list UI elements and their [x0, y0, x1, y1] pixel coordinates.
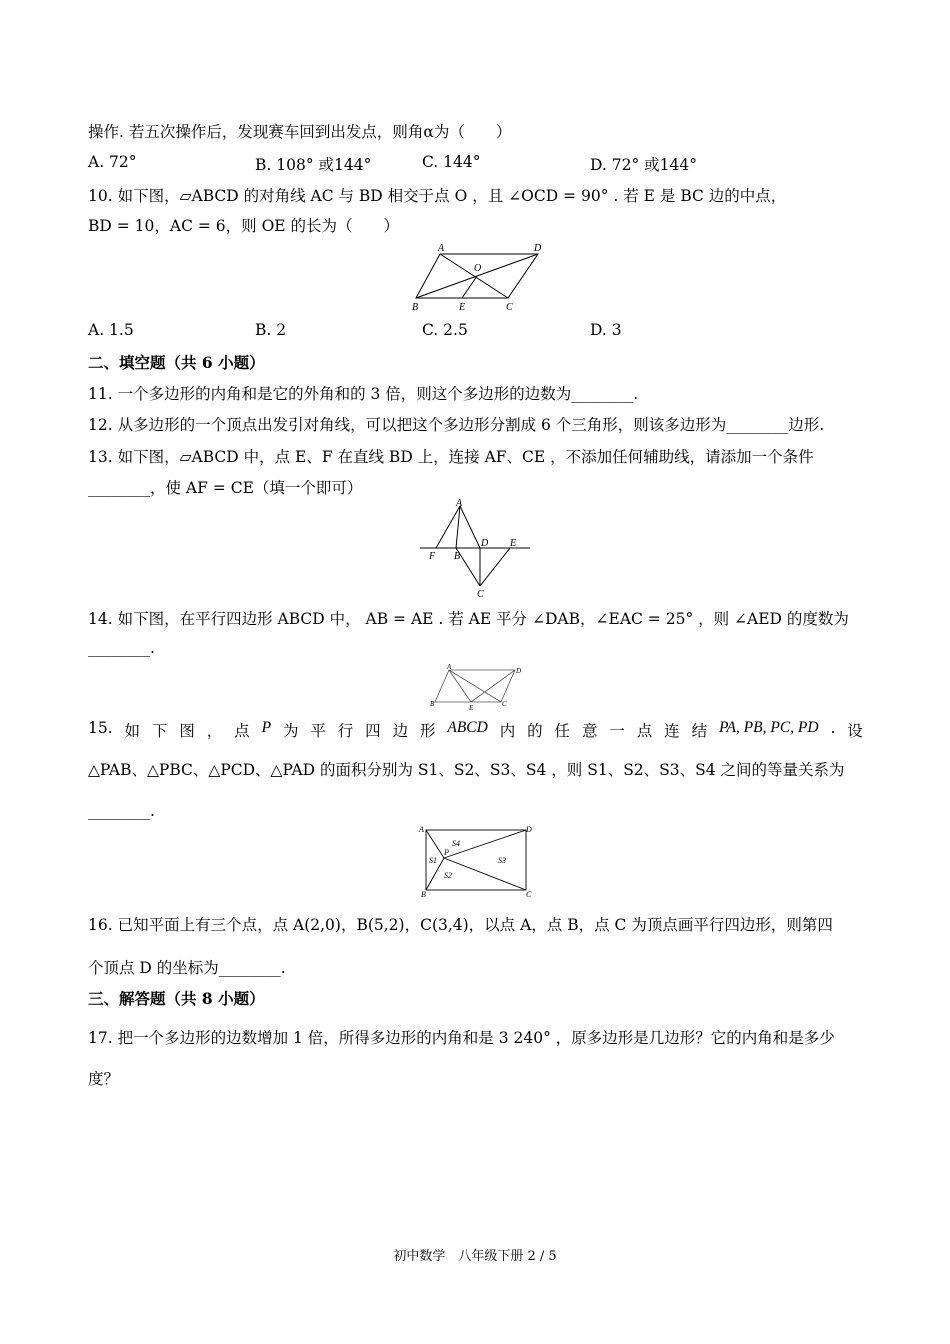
q15-word: 15.: [88, 719, 113, 737]
q14-label-b: B: [430, 700, 435, 708]
q15-word: 四: [365, 722, 381, 740]
q9-option-a: A. 72°: [88, 153, 137, 171]
q15-label-s1: S1: [429, 856, 437, 865]
q10-option-d: D. 3: [590, 321, 622, 339]
q15-word: 图: [179, 722, 195, 740]
q15-label-b: B: [421, 890, 426, 898]
q15-word: 的: [527, 722, 543, 740]
q10-label-e: E: [459, 302, 466, 313]
q14-label-e: E: [469, 704, 474, 712]
q17-line2: 度？: [88, 1070, 120, 1088]
q15-label-s4: S4: [452, 839, 460, 848]
q10-label-a: A: [438, 243, 445, 254]
q9-option-b: B. 108° 或144°: [255, 156, 372, 174]
q15-word: 点: [234, 722, 250, 740]
q15-line1: [88, 719, 863, 741]
q15-word: 行: [337, 722, 354, 740]
q15-word: 意: [581, 722, 598, 740]
q15-word: 平: [310, 722, 326, 740]
q15-word: 下: [151, 722, 168, 740]
q15-word: 任: [554, 722, 571, 740]
q16-line1: 16. 已知平面上有三个点，点 A(2,0)，B(5,2)，C(3,4)，以点 A，点 B，点 C 为顶点画平行四边形，则第四: [88, 916, 833, 934]
q10-option-c: C. 2.5: [422, 321, 468, 339]
q10-line1: 10. 如下图，▱ABCD 的对角线 AC 与 BD 相交于点 O ，且 ∠OCD = 90° . 若 E 是 BC 边的中点，: [88, 187, 787, 205]
q15-label-s3: S3: [498, 856, 506, 865]
q10-option-b: B. 2: [255, 321, 287, 339]
q15-word: P: [261, 719, 272, 736]
section-3-heading: 三、解答题（共 8 小题）: [88, 989, 265, 1008]
q13-label-c: C: [477, 589, 484, 600]
q9-option-c: C. 144°: [422, 153, 481, 171]
q15-word: 点: [636, 722, 653, 740]
q13-line2: ________，使 AF = CE（填一个即可）: [88, 479, 363, 497]
q10-label-d: D: [534, 243, 542, 254]
q13-line1: 13. 如下图，▱ABCD 中，点 E、F 在直线 BD 上，连接 AF、CE ，不添加任何辅助线，请添加一个条件: [88, 448, 814, 466]
q13-figure: [418, 498, 533, 603]
q9-text: 操作. 若五次操作后，发现赛车回到出发点，则角α为（ ）: [88, 123, 512, 141]
q15-label-c: C: [526, 890, 532, 898]
q15-word: 为: [282, 722, 299, 740]
q15-word: 连: [664, 722, 680, 740]
q15-word: ABCD: [447, 719, 488, 736]
q15-label-d: D: [526, 825, 532, 834]
q10-label-b: B: [412, 302, 419, 313]
q14-figure: [425, 660, 525, 712]
q15-label-p: P: [444, 848, 449, 857]
q13-label-b: B: [454, 551, 461, 562]
q10-label-c: C: [506, 302, 513, 313]
q10-label-o: O: [474, 263, 482, 274]
q15-word: 如: [124, 722, 141, 740]
q15-word: .: [830, 719, 836, 737]
q14-line2: ________.: [88, 639, 155, 657]
q13-label-f: F: [429, 551, 436, 562]
q15-label-a: A: [419, 825, 424, 834]
q15-word: 一: [609, 722, 625, 740]
q15-word: 形: [419, 722, 436, 740]
q14-label-d: D: [516, 667, 522, 675]
q10-figure: [408, 240, 558, 315]
q15-word: 设: [847, 722, 863, 740]
q15-word: 结: [691, 722, 708, 740]
q16-line2: 个顶点 D 的坐标为________.: [88, 959, 286, 977]
q12-text: 12. 从多边形的一个顶点出发引对角线，可以把这个多边形分割成 6 个三角形，则该多边形为________边形.: [88, 416, 825, 434]
q10-line2: BD = 10，AC = 6，则 OE 的长为（ ）: [88, 217, 400, 235]
page-footer: 初中数学 八年级下册 2 / 5: [393, 1249, 557, 1264]
q15-word: 边: [392, 722, 409, 740]
q14-label-a: A: [447, 663, 452, 671]
q15-word: PA, PB, PC, PD: [718, 719, 819, 736]
q11-text: 11. 一个多边形的内角和是它的外角和的 3 倍，则这个多边形的边数为________.: [88, 385, 639, 403]
q14-label-c: C: [502, 700, 507, 708]
section-2-heading: 二、填空题（共 6 小题）: [88, 353, 265, 372]
q13-label-e: E: [510, 538, 517, 549]
q13-label-d: D: [481, 538, 489, 549]
q15-word: 内: [499, 722, 516, 740]
q15-word: ，: [206, 722, 223, 740]
q15-line3: ________.: [88, 802, 155, 820]
q15-line2: △PAB、△PBC、△PCD、△PAD 的面积分别为 S1、S2、S3、S4 ，则 S1、S2、S3、S4 之间的等量关系为: [88, 761, 845, 779]
q17-line1: 17. 把一个多边形的边数增加 1 倍，所得多边形的内角和是 3 240° ，原多边形是几边形？它的内角和是多少: [88, 1029, 835, 1047]
q9-option-d: D. 72° 或144°: [590, 156, 697, 174]
q15-figure: [418, 822, 538, 898]
q14-line1: 14. 如下图，在平行四边形 ABCD 中， AB = AE . 若 AE 平分 ∠DAB，∠EAC = 25° ，则 ∠AED 的度数为: [88, 610, 849, 628]
q10-option-a: A. 1.5: [88, 321, 134, 339]
q15-label-s2: S2: [444, 871, 452, 880]
q13-label-a: A: [456, 498, 463, 509]
